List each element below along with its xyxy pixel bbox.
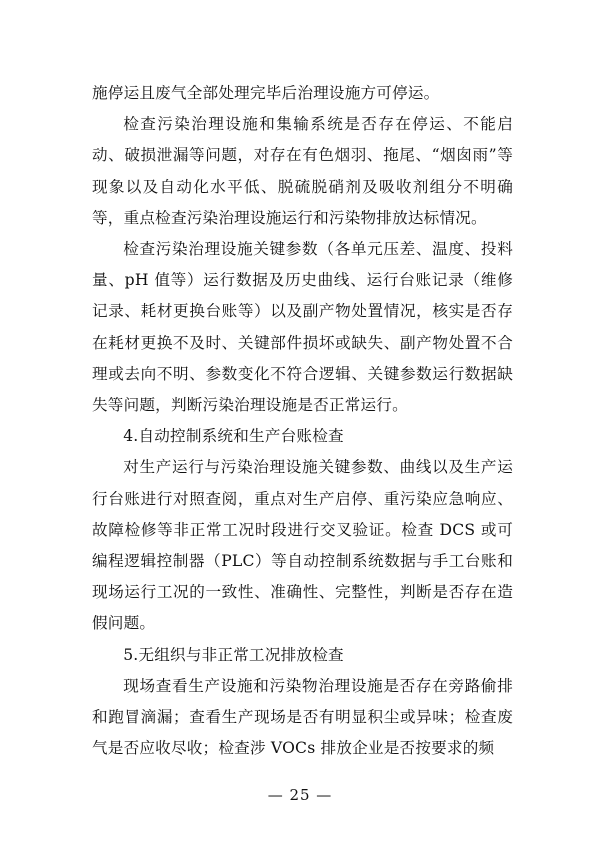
paragraph-fugitive-emission: 现场查看生产设施和污染物治理设施是否存在旁路偷排和跑冒滴漏；查看生产现场是否有明显积尘或异味；检查废气是否应收尽收；检查涉 VOCs 排放企业是否按要求的频 [92,676,513,758]
page-number: — 25 — [267,786,333,804]
body-text [92,78,513,764]
paragraph-auto-control: 对生产运行与污染治理设施关键参数、曲线以及生产运行台账进行对照查阅，重点对生产启停、重污染应急响应、故障检修等非正常工况时段进行交叉验证。检查 DCS 或可编程逻辑控制器（PLC）等自动控制系统数据与手工台账和现场运行工况的一致性、准确性、完整性，判断是否存在造假问题。 [92,458,513,633]
paragraph-continuation: 施停运且废气全部处理完毕后治理设施方可停运。 [92,84,440,102]
section-heading-5: 5.无组织与非正常工况排放检查 [123,645,344,664]
paragraph-facility-inspection: 检查污染治理设施和集输系统是否存在停运、不能启动、破损泄漏等问题，对存在有色烟羽、拖尾、“烟囱雨”等现象以及自动化水平低、脱硫脱硝剂及吸收剂组分不明确等，重点检查污染治理设施运行和污染物排放达标情况。 [92,115,513,227]
section-heading-4: 4.自动控制系统和生产台账检查 [123,427,344,446]
paragraph-key-parameters: 检查污染治理设施关键参数（各单元压差、温度、投料量、pH 值等）运行数据及历史曲线、运行台账记录（维修记录、耗材更换台账等）以及副产物处置情况，核实是否存在耗材更换不及时、关键部件损坏或缺失、副产物处置不合理或去向不明、参数变化不符合逻辑、关键参数运行数据缺失等问题，判断污染治理设施是否正常运行。 [92,240,513,415]
